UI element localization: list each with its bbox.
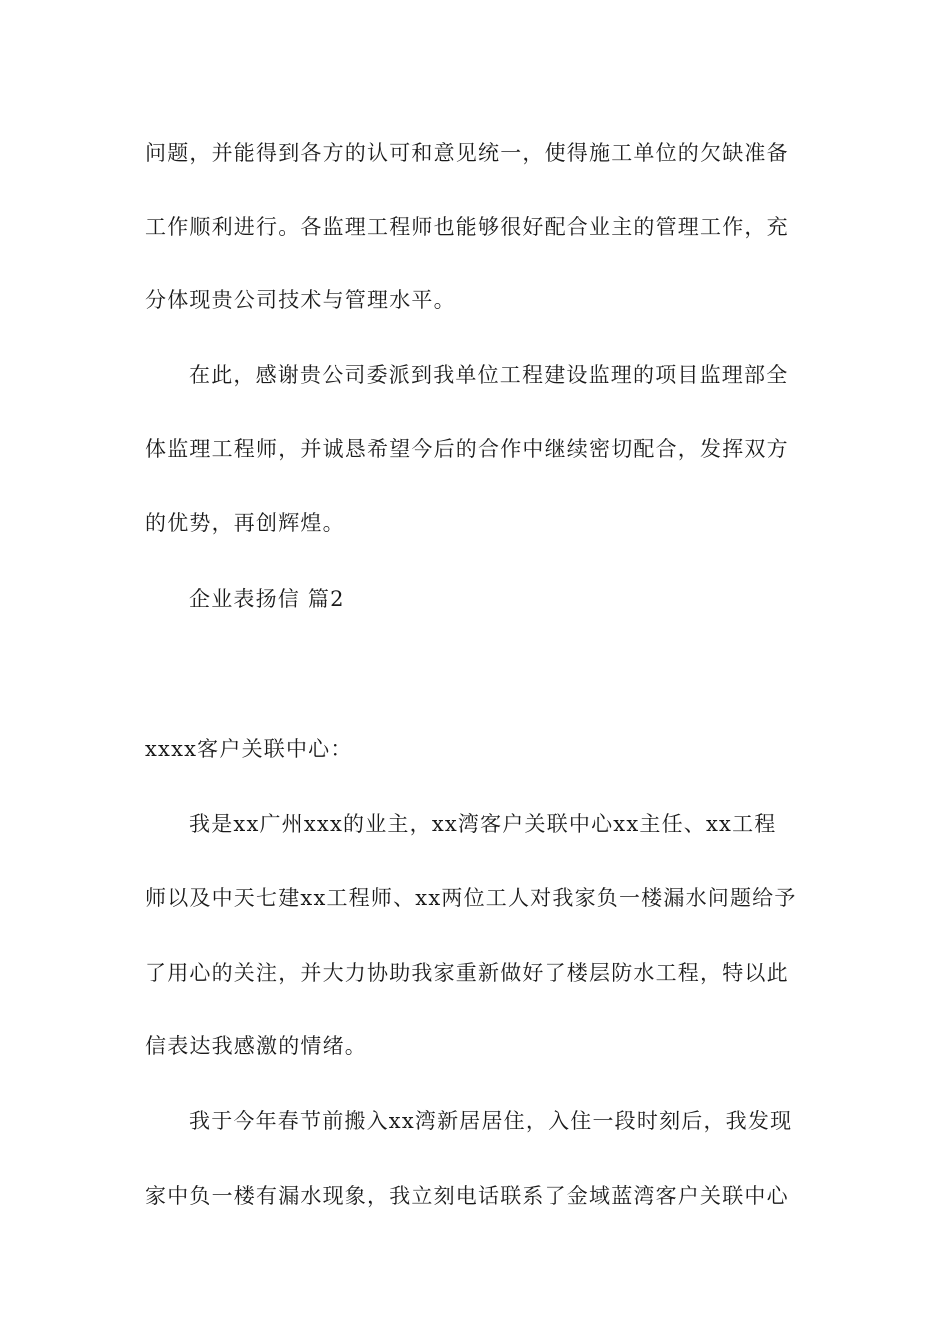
paragraph-line: 体监理工程师，并诚恳希望今后的合作中继续密切配合，发挥双方	[145, 437, 789, 461]
paragraph-line: 工作顺利进行。各监理工程师也能够很好配合业主的管理工作，充	[145, 215, 789, 239]
paragraph-line: 了用心的关注，并大力协助我家重新做好了楼层防水工程，特以此	[145, 961, 789, 985]
salutation: xxxx客户关联中心：	[145, 737, 353, 761]
paragraph-line: 家中负一楼有漏水现象，我立刻电话联系了金域蓝湾客户关联中心	[145, 1184, 789, 1208]
paragraph-line: 问题，并能得到各方的认可和意见统一，使得施工单位的欠缺准备	[145, 141, 789, 165]
section-heading: 企业表扬信 篇2	[189, 587, 345, 611]
paragraph-line: 我是xx广州xxx的业主，xx湾客户关联中心xx主任、xx工程	[189, 812, 777, 836]
paragraph-line: 信表达我感激的情绪。	[145, 1034, 367, 1058]
paragraph-line: 的优势，再创辉煌。	[145, 511, 345, 535]
paragraph-line: 分体现贵公司技术与管理水平。	[145, 288, 456, 312]
paragraph-line: 在此，感谢贵公司委派到我单位工程建设监理的项目监理部全	[189, 363, 789, 387]
paragraph-line: 我于今年春节前搬入xx湾新居居住，入住一段时刻后，我发现	[189, 1109, 793, 1133]
paragraph-line: 师以及中天七建xx工程师、xx两位工人对我家负一楼漏水问题给予	[145, 886, 797, 910]
